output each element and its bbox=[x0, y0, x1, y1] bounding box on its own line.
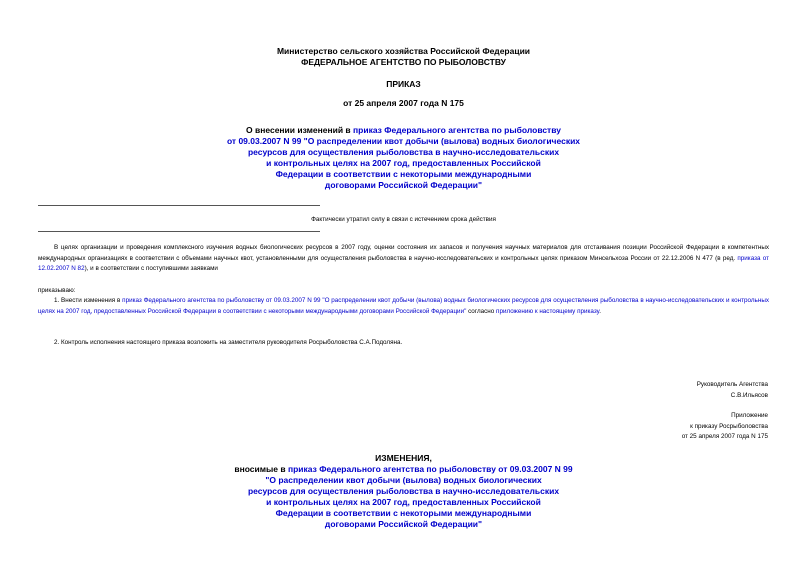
agency-name: ФЕДЕРАЛЬНОЕ АГЕНТСТВО ПО РЫБОЛОВСТВУ bbox=[301, 57, 506, 67]
appendix-line-1: Приложение bbox=[731, 412, 768, 419]
preamble-text-2: ), и в соответствии с поступившими заявками bbox=[84, 265, 218, 272]
ministry-name: Министерство сельского хозяйства Российской Федерации bbox=[276, 46, 531, 56]
item1-text-1: 1. Внести изменения в bbox=[54, 297, 123, 304]
orders-label: приказываю: bbox=[38, 287, 76, 294]
preamble-link-order-82[interactable]: приказа от 12.02.2007 N 82 bbox=[38, 254, 769, 272]
item1-text-2: согласно bbox=[466, 307, 497, 315]
preamble-paragraph bbox=[38, 243, 769, 275]
changes-link-line-6[interactable]: договорами Российской Федерации" bbox=[324, 519, 483, 529]
appendix-line-2: к приказу Росрыболовства bbox=[690, 422, 768, 430]
order-item-1 bbox=[38, 296, 769, 317]
divider-bottom bbox=[38, 231, 320, 232]
item1-text-3: . bbox=[599, 307, 601, 315]
changes-link-line-4[interactable]: и контрольных целях на 2007 год, предоставленных Российской bbox=[266, 497, 541, 507]
changes-link-line-3[interactable]: ресурсов для осуществления рыболовства в научно-исследовательских bbox=[247, 486, 560, 496]
title-link-line-3[interactable]: ресурсов для осуществления рыболовства в научно-исследовательских bbox=[247, 147, 560, 157]
changes-link-line-2[interactable]: "О распределении квот добычи (вылова) водных биологических bbox=[265, 475, 542, 485]
title-link-line-5[interactable]: Федерации в соответствии с некоторыми международными bbox=[275, 169, 532, 179]
changes-link-line-5[interactable]: Федерации в соответствии с некоторыми международными bbox=[275, 508, 532, 518]
title-link-line-6[interactable]: договорами Российской Федерации" bbox=[324, 180, 483, 190]
status-note: Фактически утратил силу в связи с истечением срока действия bbox=[311, 216, 496, 223]
changes-link-line-1[interactable]: приказ Федерального агентства по рыболовству от 09.03.2007 N 99 bbox=[287, 464, 573, 474]
signature-position: Руководитель Агентства bbox=[696, 381, 768, 388]
item1-link-base-order[interactable]: приказ Федерального агентства по рыболовству от 09.03.2007 N 99 "О распределении квот добычи (вылова) водных биологических ресурсов для осуществления рыболовства в научно-исследовательских и контрольных целях на 2007 год, предоставленных Российской Федерации в соответствии с некоторыми международными договорами Российской Федерации" bbox=[38, 297, 769, 315]
title-link-base-order[interactable]: приказ Федерального агентства по рыболовству bbox=[353, 125, 561, 135]
title-prefix: О внесении изменений в bbox=[246, 125, 354, 135]
item1-link-appendix[interactable]: приложению к настоящему приказу bbox=[496, 307, 600, 315]
order-item-2: 2. Контроль исполнения настоящего приказа возложить на заместителя руководителя Росрыболовства С.А.Подоляна. bbox=[54, 339, 403, 346]
appendix-reference bbox=[508, 411, 768, 443]
signature-name: С.В.Ильясов bbox=[730, 391, 768, 399]
appendix-line-3: от 25 апреля 2007 года N 175 bbox=[681, 433, 768, 440]
title-link-line-4[interactable]: и контрольных целях на 2007 год, предоставленных Российской bbox=[266, 158, 541, 168]
document-type: ПРИКАЗ bbox=[386, 79, 421, 89]
divider-top bbox=[38, 205, 320, 206]
changes-prefix: вносимые в bbox=[234, 464, 288, 474]
changes-title bbox=[0, 464, 807, 530]
changes-heading: ИЗМЕНЕНИЯ, bbox=[375, 453, 432, 463]
document-title bbox=[0, 125, 807, 191]
title-link-line-2[interactable]: от 09.03.2007 N 99 "О распределении квот добычи (вылова) водных биологических bbox=[226, 136, 581, 146]
document-date: от 25 апреля 2007 года N 175 bbox=[343, 98, 464, 108]
preamble-text-1: В целях организации и проведения комплексного изучения водных биологических ресурсов в 2007 году, оценки состояния их запасов и получения научных материалов для отстаивания позиции Российской Федерации в компетентных международных организациях в соответствии с объемами научных квот, установленными для осуществления рыболовства в научно-исследовательских и контрольных целях приказом Минсельхоза России от 22.12.2006 N 477 (в ред. bbox=[38, 244, 769, 262]
signature-block bbox=[508, 380, 768, 401]
